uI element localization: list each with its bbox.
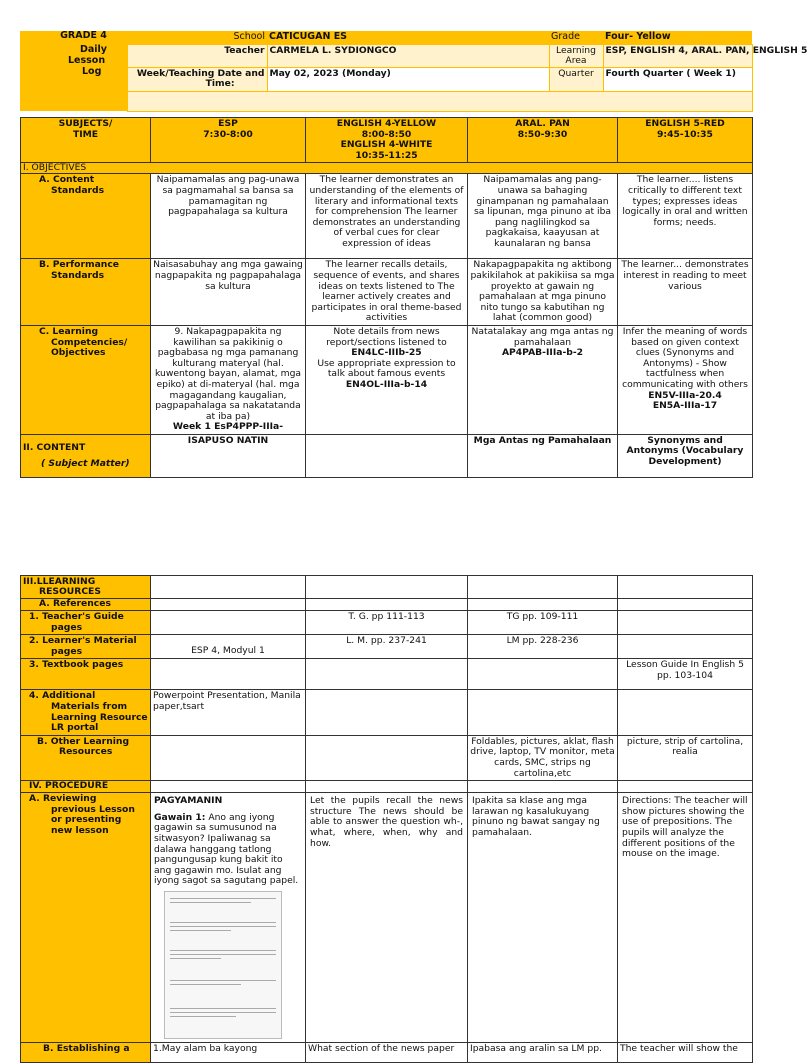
tb-eng5: Lesson Guide In English 5 pp. 103-104	[618, 659, 753, 690]
competency-eng4-code: EN4LC-IIIb-25	[351, 347, 422, 359]
establish-esp: 1.May alam ba kayong	[151, 1042, 306, 1062]
competency-ap-text: Natatalakay ang mga antas ng pamahalaan	[471, 325, 614, 348]
col-header-line: ARAL. PAN	[515, 118, 570, 129]
col-header-esp	[151, 118, 306, 163]
review-esp	[151, 793, 306, 1043]
establish-ap: Ipabasa ang aralin sa LM pp.	[468, 1042, 618, 1062]
row-label-line: B. Other Learning	[37, 735, 130, 747]
content-standards-label	[21, 174, 151, 259]
col-header-eng5	[618, 118, 753, 163]
other-ap: Foldables, pictures, aklat, flash drive, laptop, TV monitor, meta cards, SMC, strips ng cartolina,etc	[468, 735, 618, 780]
dll-title-line: Log	[82, 66, 102, 78]
procedure-title: IV. PROCEDURE	[21, 781, 151, 793]
dll-title	[20, 44, 127, 111]
dll-title-line: Lesson	[68, 55, 106, 67]
objectives-title: I. OBJECTIVES	[21, 163, 753, 174]
performance-standards-label	[21, 259, 151, 326]
row-label-line: 4. Additional	[29, 690, 96, 702]
learning-area-label	[549, 44, 603, 67]
col-header-line: SUBJECTS/	[58, 118, 113, 129]
content-std-esp: Naipamamalas ang pag-unawa sa pagmamahal sa bansa sa pamamagitan ng pagpapahalaga sa kultura	[151, 174, 306, 259]
content-esp: ISAPUSO NATIN	[151, 434, 306, 477]
content-eng4	[306, 434, 468, 477]
lm-eng4: L. M. pp. 237-241	[306, 635, 468, 659]
perf-std-eng4: The learner recalls details, sequence of events, and shares ideas on texts listened to The learner actively creates and participates in oral theme-based activities	[306, 259, 468, 326]
tg-esp	[151, 611, 306, 635]
establish-eng4: What section of the news paper	[306, 1042, 468, 1062]
row-label-line: or presenting	[51, 814, 122, 826]
gawain-text: Ano ang iyong gagawin sa sumusunod na sitwasyon? Ipaliwanag sa dalawa hanggang tatlong pangungusap kung bakit ito ang gagawin mo. Isulat ang iyong sagot sa sagutang papel.	[154, 811, 299, 887]
row-label-line: Standards	[51, 184, 105, 196]
school-value: CATICUGAN ES	[267, 31, 384, 44]
teachers-guide-label	[21, 611, 151, 635]
tg-ap: TG pp. 109-111	[468, 611, 618, 635]
row-label-line: C. Learning	[39, 325, 99, 337]
resources-title	[21, 576, 151, 599]
col-header-line: 8:00-8:50	[361, 128, 412, 140]
competency-eng4-text: Note details from news report/sections listened to	[326, 325, 447, 348]
grade-key-label: Grade	[549, 31, 603, 44]
content-label	[21, 434, 151, 477]
tg-eng5	[618, 611, 753, 635]
perf-std-esp: Naisasabuhay ang mga gawaing nagpapakita ng pagpapahalaga sa kultura	[151, 259, 306, 326]
row-label-line: Objectives	[51, 347, 106, 359]
content-std-ap: Naipamamalas ang pang-unawa sa bahaging ginampanan ng pamahalaan sa lipunan, mga pinuno at iba pang naglilingkod sa pagkakaisa, kaayusan at kaunalaran ng bansa	[468, 174, 618, 259]
content-label-text: II. CONTENT	[23, 441, 86, 453]
row-label-line: A. Content	[39, 174, 95, 186]
learning-area-value: ESP, ENGLISH 4, ARAL. PAN, ENGLISH 5	[603, 44, 752, 67]
col-header-line: ESP	[218, 118, 238, 129]
resources-title-line: III.LLEARNING	[23, 576, 96, 587]
quarter-value: Fourth Quarter ( Week 1)	[603, 67, 752, 91]
col-header-ap	[468, 118, 618, 163]
review-ap: Ipakita sa klase ang mga larawan ng kasalukuyang pinuno ng bawat sangay ng pamahalaan.	[468, 793, 618, 1043]
add-eng5	[618, 690, 753, 735]
row-label-line: 2. Learner's Material	[29, 635, 137, 647]
competency-eng5-text: Infer the meaning of words based on given context clues (Synonyms and Antonyms) - Show tactfulness when communicating with others	[622, 325, 748, 390]
tb-eng4	[306, 659, 468, 690]
quarter-label: Quarter	[549, 67, 603, 91]
lm-esp: ESP 4, Modyul 1	[151, 635, 306, 659]
reviewing-lesson-label	[21, 793, 151, 1043]
objectives-table	[20, 117, 753, 478]
week-label	[127, 67, 267, 91]
perf-std-eng5: The learner... demonstrates interest in reading to meet various	[618, 259, 753, 326]
row-label-line: previous Lesson	[51, 803, 135, 815]
row-label-line: 3. Textbook pages	[29, 659, 124, 671]
references-label: A. References	[21, 599, 151, 611]
competency-eng4-code: EN4OL-IIIa-b-14	[345, 378, 428, 390]
row-label-line: new lesson	[51, 824, 109, 836]
week-label-line: Week/Teaching Date and	[136, 67, 265, 79]
row-label-line: Standards	[51, 269, 105, 281]
competency-esp-text: 9. Nakapagpapakita ng kawilihan sa pakikinig o pagbabasa ng mga pamanang kulturang materyal (hal. kuwentong bayan, alamat, mga epiko) at di-materyal (hal. mga magagandang kaugalian, pagpapahalaga sa nakatatanda at iba pa)	[154, 325, 302, 422]
additional-materials-label	[21, 690, 151, 735]
col-header-line: 9:45-10:35	[657, 128, 713, 140]
teacher-value: CARMELA L. SYDIONGCO	[267, 44, 549, 67]
row-label-line: 1. Teacher's Guide	[29, 611, 124, 622]
add-eng4	[306, 690, 468, 735]
competency-eng4-text: Use appropriate expression to talk about famous events	[317, 357, 456, 380]
col-header-line: 8:50-9:30	[517, 128, 568, 140]
competency-ap	[468, 325, 618, 434]
lm-eng5	[618, 635, 753, 659]
review-eng5: Directions: The teacher will show pictures showing the use of prepositions. The pupils will analyze the different positions of the mouse on the image.	[618, 793, 753, 1043]
learning-area-line: Area	[565, 54, 587, 66]
gawain-label: Gawain 1:	[154, 811, 206, 823]
other-resources-label	[21, 735, 151, 780]
competency-eng4	[306, 325, 468, 434]
row-label-line: LR portal	[51, 722, 99, 734]
tb-esp	[151, 659, 306, 690]
col-header-line: ENGLISH 5-RED	[645, 118, 725, 129]
row-label-line: B. Performance	[39, 259, 120, 271]
content-eng5: Synonyms and Antonyms (Vocabulary Development)	[618, 434, 753, 477]
tb-ap	[468, 659, 618, 690]
worksheet-image	[164, 891, 282, 1039]
other-esp	[151, 735, 306, 780]
other-eng5: picture, strip of cartolina, realia	[618, 735, 753, 780]
add-esp: Powerpoint Presentation, Manila paper,tsart	[151, 690, 306, 735]
competency-ap-code: AP4PAB-IIIa-b-2	[501, 347, 584, 359]
content-sublabel: ( Subject Matter)	[41, 458, 130, 470]
col-header-eng4	[306, 118, 468, 163]
col-header-subjects	[21, 118, 151, 163]
review-esp-title: PAGYAMANIN	[154, 795, 223, 807]
competency-esp-code: Week 1 EsP4PPP-IIIa-	[172, 421, 284, 433]
grade-label: GRADE 4	[20, 31, 127, 44]
col-header-line: 7:30-8:00	[203, 128, 253, 140]
row-label-line: Resources	[59, 746, 113, 758]
other-eng4	[306, 735, 468, 780]
content-std-eng5: The learner.... listens critically to different text types; expresses ideas logically in oral and written forms; needs.	[618, 174, 753, 259]
col-header-line: 10:35-11:25	[355, 149, 418, 161]
row-label-line: pages	[51, 645, 83, 657]
establishing-purpose-label: B. Establishing a	[21, 1042, 151, 1062]
row-label-line: Competencies/	[51, 336, 128, 348]
teacher-label: Teacher	[127, 44, 267, 67]
learning-area-line: Learning	[556, 44, 596, 56]
add-ap	[468, 690, 618, 735]
review-eng4: Let the pupils recall the news structure The news should be able to answer the question wh-, what, where, when, why and how.	[306, 793, 468, 1043]
resources-procedure-table	[20, 575, 753, 1063]
row-label-line: Learning Resource	[51, 711, 148, 723]
header-table	[20, 30, 807, 112]
col-header-line: TIME	[72, 128, 99, 140]
row-label-line: A. Reviewing	[29, 793, 97, 805]
perf-std-ap: Nakapagpapakita ng aktibong pakikilahok at pakikiisa sa mga proyekto at gawain ng pamahalaan at mga pinuno nito tungo sa kabutihan ng lahat (common good)	[468, 259, 618, 326]
learners-material-label	[21, 635, 151, 659]
competency-esp	[151, 325, 306, 434]
tg-eng4: T. G. pp 111-113	[306, 611, 468, 635]
dll-title-line: Daily	[80, 44, 108, 56]
competencies-label	[21, 325, 151, 434]
col-header-line: ENGLISH 4-YELLOW	[336, 118, 437, 129]
row-label-line: pages	[51, 621, 83, 633]
competency-eng5	[618, 325, 753, 434]
grade-value: Four- Yellow	[603, 31, 752, 44]
content-std-eng4: The learner demonstrates an understanding of the elements of literary and informational texts for comprehension The learner demonstrates an understanding of verbal cues for clear expression of ideas	[306, 174, 468, 259]
school-label: School	[127, 31, 267, 44]
competency-eng5-code: EN5V-IIIa-20.4	[648, 389, 722, 401]
review-esp-body	[154, 813, 302, 887]
col-header-line: ENGLISH 4-WHITE	[340, 139, 433, 151]
week-label-line: Time:	[205, 78, 235, 90]
row-label-line: Materials from	[51, 700, 128, 712]
competency-eng5-code: EN5A-IIIa-17	[652, 400, 718, 412]
resources-title-line: RESOURCES	[39, 586, 101, 597]
content-ap: Mga Antas ng Pamahalaan	[468, 434, 618, 477]
lm-ap: LM pp. 228-236	[468, 635, 618, 659]
textbook-pages-label	[21, 659, 151, 690]
week-value: May 02, 2023 (Monday)	[267, 67, 549, 91]
establish-eng5: The teacher will show the	[618, 1042, 753, 1062]
